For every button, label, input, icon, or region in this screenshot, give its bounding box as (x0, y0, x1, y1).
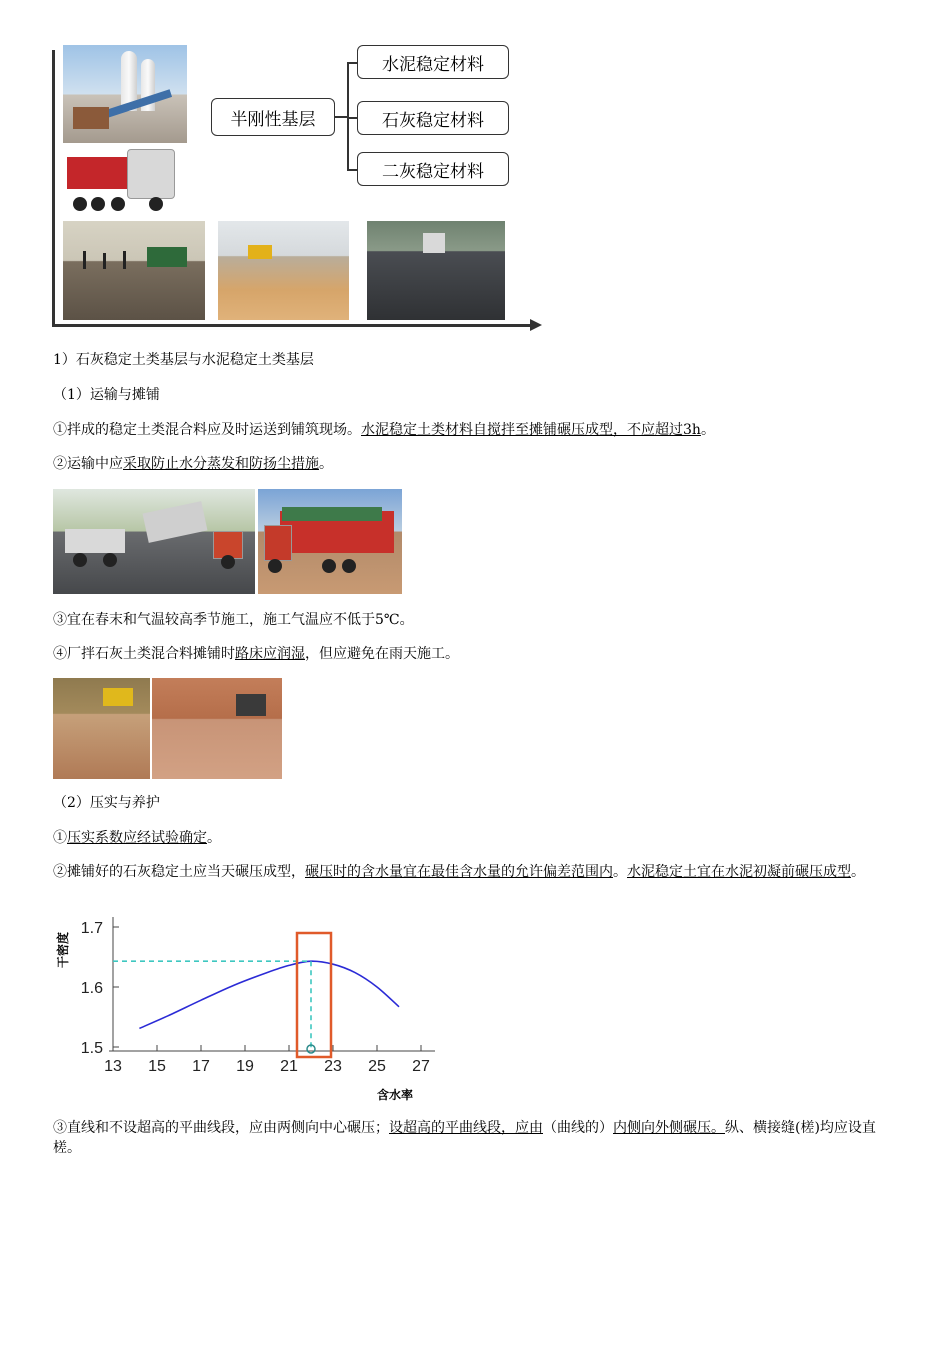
underlined-text: 碾压时的含水量宜在最佳含水量的允许偏差范围内 (305, 864, 613, 880)
diagram-branch-fly-ash (357, 152, 509, 186)
x-tick-label: 17 (192, 1058, 210, 1075)
subsection-heading-transport: （1）运输与摊铺 (53, 387, 160, 403)
underlined-text: 压实系数应经试验确定 (67, 830, 207, 846)
underlined-text: 内侧向外侧碾压。 (613, 1120, 725, 1136)
diagram-connector-3 (347, 169, 357, 171)
underlined-text: 设超高的平曲线段，应由 (389, 1120, 543, 1136)
diagram-branch-label: 二灰稳定材料 (382, 161, 484, 182)
y-tick-label: 1.5 (80, 1040, 103, 1057)
photo-mixing-plant (63, 45, 187, 143)
photo-roller-wet-subgrade (53, 678, 150, 779)
paragraph-6: ②摊铺好的石灰稳定土应当天碾压成型，碾压时的含水量宜在最佳含水量的允许偏差范围内。水泥稳定土宜在水泥初凝前碾压成型。 (53, 864, 865, 880)
diagram-branch-label: 水泥稳定材料 (382, 54, 484, 75)
diagram-connector-root (335, 116, 347, 118)
x-tick-label: 19 (236, 1058, 254, 1075)
x-tick-label: 23 (324, 1058, 342, 1075)
compaction-curve-line (139, 961, 399, 1028)
y-axis-label: 干密度 (56, 931, 70, 969)
underlined-text: 水泥稳定土类材料自搅拌至摊铺碾压成型，不应超过3h (361, 422, 701, 438)
diagram-connector-2 (347, 117, 357, 119)
paragraph-2: ②运输中应采取防止水分蒸发和防扬尘措施。 (53, 456, 333, 472)
optimum-highlight-box (297, 933, 331, 1057)
photo-dump-truck (63, 145, 187, 219)
diagram-bracket (347, 62, 349, 170)
underlined-text: 路床应润湿 (235, 646, 305, 662)
diagram-branch-label: 石灰稳定材料 (382, 110, 484, 131)
y-tick-label: 1.7 (80, 920, 103, 937)
x-tick-label: 25 (368, 1058, 386, 1075)
diagram-connector-1 (347, 62, 357, 64)
paragraph-1: ①拌成的稳定土类混合料应及时运送到铺筑现场。水泥稳定土类材料自搅拌至摊铺碾压成型，不应超过3h。 (53, 422, 715, 438)
y-tick-label: 1.6 (80, 980, 103, 997)
paragraph-7: ③直线和不设超高的平曲线段，应由两侧向中心碾压；设超高的平曲线段，应由（曲线的）内侧向外侧碾压。纵、横接缝(槎)均应设直槎。 (53, 1120, 876, 1156)
figure-axis-horizontal (52, 324, 534, 327)
section-heading-1: 1）石灰稳定土类基层与水泥稳定土类基层 (53, 352, 314, 368)
compaction-curve-chart (53, 905, 453, 1110)
x-tick-label: 13 (104, 1058, 122, 1075)
diagram-root-label: 半刚性基层 (230, 109, 316, 130)
x-tick-label: 27 (412, 1058, 430, 1075)
diagram-branch-lime (357, 101, 509, 135)
x-tick-label: 21 (280, 1058, 298, 1075)
diagram-root-box (211, 98, 335, 136)
figure-axis-vertical (52, 50, 55, 327)
diagram-branch-cement (357, 45, 509, 79)
photo-roller-lime-soil (152, 678, 282, 779)
photo-paving-crew (63, 221, 205, 320)
paragraph-3: ③宜在春末和气温较高季节施工，施工气温应不低于5℃。 (53, 612, 414, 628)
underlined-text: 采取防止水分蒸发和防扬尘措施 (123, 456, 319, 472)
photo-truck-unloading (53, 489, 255, 594)
x-axis-label: 含水率 (376, 1088, 414, 1102)
photo-covered-truck (258, 489, 402, 594)
subsection-heading-compaction: （2）压实与养护 (53, 795, 160, 811)
photo-water-truck-road (367, 221, 505, 320)
paragraph-4: ④厂拌石灰土类混合料摊铺时路床应润湿，但应避免在雨天施工。 (53, 646, 459, 662)
paragraph-5: ①压实系数应经试验确定。 (53, 830, 221, 846)
x-tick-label: 15 (148, 1058, 166, 1075)
underlined-text: 水泥稳定土宜在水泥初凝前碾压成型 (627, 864, 851, 880)
arrow-right-icon (530, 319, 542, 331)
photo-gravel-grader (218, 221, 349, 320)
